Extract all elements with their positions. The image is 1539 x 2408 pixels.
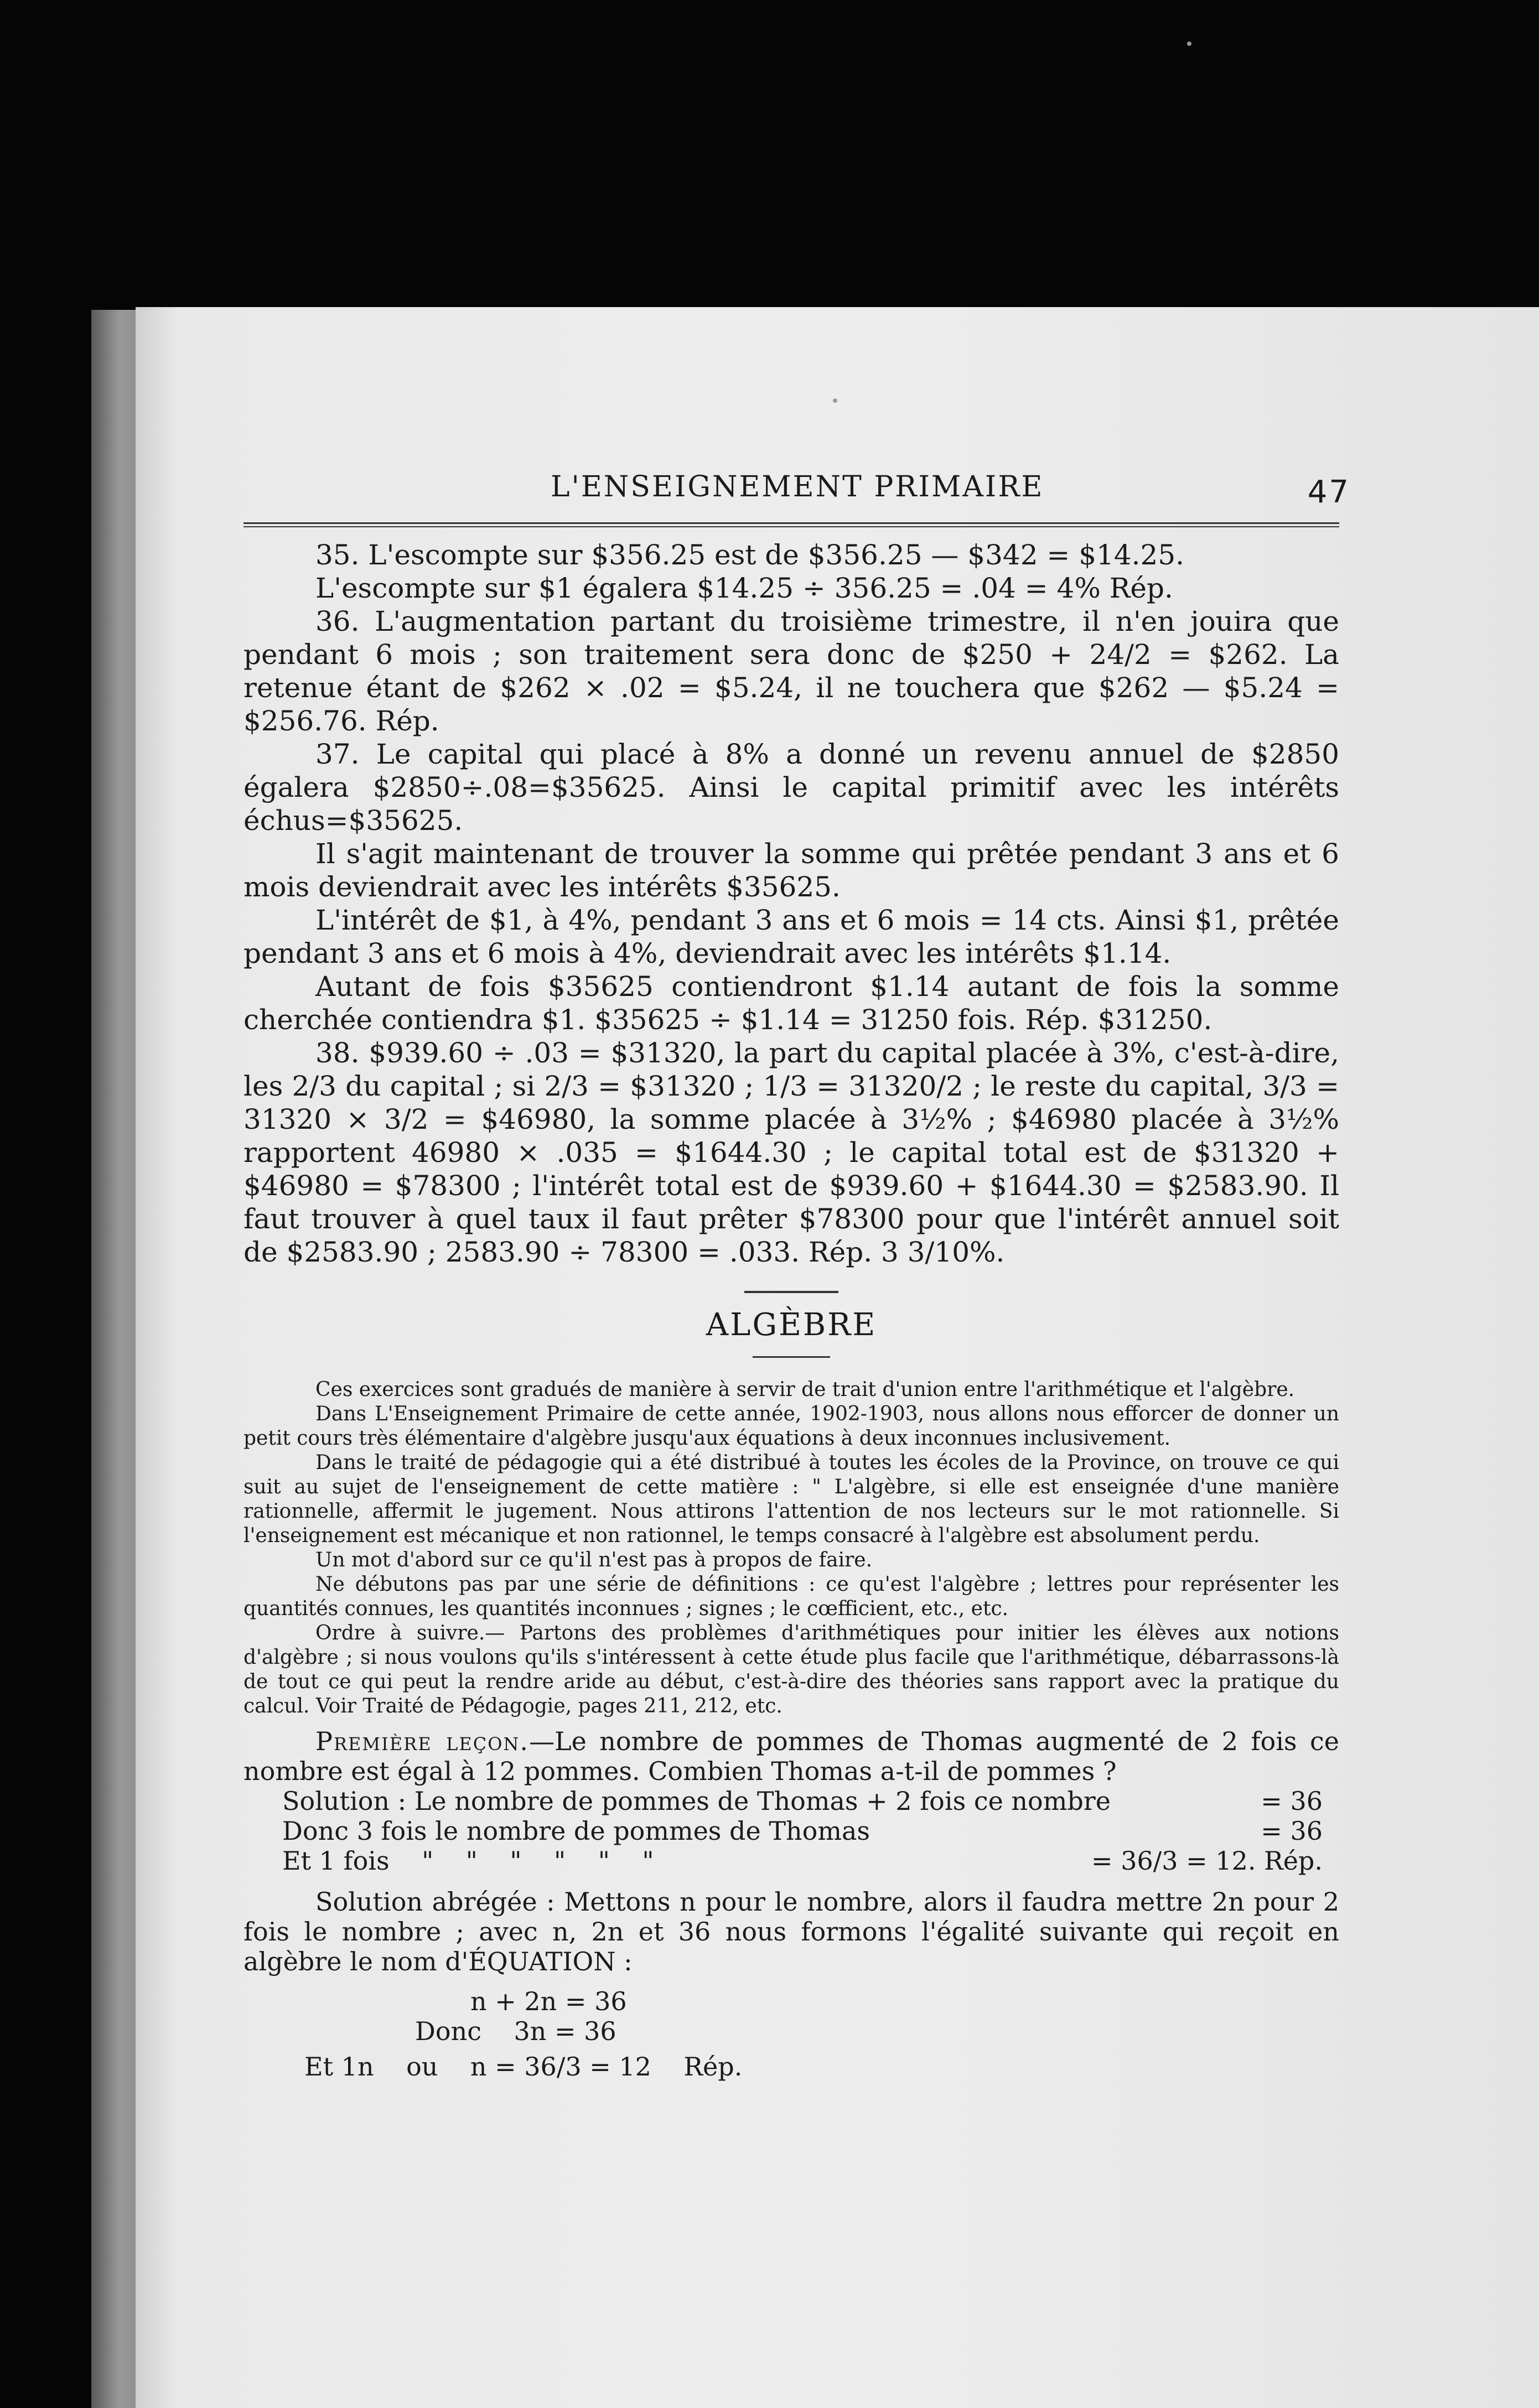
paragraph: 38. $939.60 ÷ .03 = $31320, la part du capital placée à 3%, c'est-à-dire, les 2/3 du capital ; si 2/3 = $31320 ; 1/3 = 31320/2 ; le reste du capital, 3/3 = 31320 × 3/2 = $46980, la somme placée à 3½% ; $46980 placée à 3½% rapportent 46980 × .035 = $1644.30 ; le capital total est de $31320 + $46980 = $78300 ; l'intérêt total est de $939.60 + $1644.30 = $2583.90. Il faut trouver à quel taux il faut prêter $78300 pour que l'intérêt annuel soit de $2583.90 ; 2583.90 ÷ 78300 = .033. Rép. 3 3/10%. <box>243 1037 1339 1268</box>
paragraph: Il s'agit maintenant de trouver la somme qui prêtée pendant 3 ans et 6 mois deviendrait avec les intérêts $35625. <box>243 838 1339 903</box>
solution-line <box>243 1846 1339 1876</box>
lesson-label: Première leçon. <box>315 1726 530 1756</box>
solution-right: = 36/3 = 12. Rép. <box>1091 1846 1323 1876</box>
paragraph: L'escompte sur $1 égalera $14.25 ÷ 356.25 = .04 = 4% Rép. <box>315 572 1173 604</box>
paragraph: 36. L'augmentation partant du troisième trimestre, il n'en jouira que pendant 6 mois ; son traitement sera donc de $250 + 24/2 = $262. La retenue étant de $262 × .02 = $5.24, il ne touchera que $262 — $5.24 = $256.76. Rép. <box>243 605 1339 737</box>
paragraph: L'intérêt de $1, à 4%, pendant 3 ans et 6 mois = 14 cts. Ainsi $1, prêtée pendant 3 ans et 6 mois à 4%, deviendrait avec les intérêts $1.14. <box>243 904 1339 969</box>
page-number: 47 <box>1307 474 1350 510</box>
section-rule <box>753 1356 830 1358</box>
intro-paragraph: Dans le traité de pédagogie qui a été distribué à toutes les écoles de la Province, on trouve ce qui suit au sujet de l'enseignement de cette matière : " L'algèbre, si elle est enseignée d'une manière rationnelle, affermit le jugement. Nous attirons l'attention de nos lecteurs sur le mot rationnelle. Si l'enseignement est mécanique et non rationnel, le temps consacré à l'algèbre est absolument perdu. <box>243 1451 1339 1547</box>
solution-left: Donc 3 fois le nombre de pommes de Thomas <box>282 1816 870 1846</box>
paragraph: 37. Le capital qui placé à 8% a donné un revenu annuel de $2850 égalera $2850÷.08=$35625. Ainsi le capital primitif avec les intérêts échus=$35625. <box>243 738 1339 837</box>
paragraph: Autant de fois $35625 contiendront $1.14 autant de fois la somme cherchée contiendra $1. $35625 ÷ $1.14 = 31250 fois. Rép. $31250. <box>243 971 1339 1036</box>
section-rule <box>744 1291 838 1293</box>
solution-line <box>243 1816 1339 1846</box>
section-heading: ALGÈBRE <box>706 1307 877 1343</box>
paragraph: 35. L'escompte sur $356.25 est de $356.25 — $342 = $14.25. <box>315 539 1185 571</box>
solution-line <box>243 1786 1339 1816</box>
equation-line: Donc 3n = 36 <box>415 2016 616 2046</box>
header-rule <box>243 522 1339 524</box>
equation-block <box>243 1986 1339 2082</box>
solution-right: = 36 <box>1261 1816 1323 1846</box>
solution-left: Et 1 fois " " " " " " <box>282 1846 654 1876</box>
intro-paragraph: Dans L'Enseignement Primaire de cette année, 1902-1903, nous allons nous efforcer de donner un petit cours très élémentaire d'algèbre jusqu'aux équations à deux inconnues inclusivement. <box>243 1403 1339 1450</box>
intro-paragraph: Un mot d'abord sur ce qu'il n'est pas à propos de faire. <box>315 1549 873 1571</box>
header-rule-thin <box>243 526 1339 527</box>
dust-speck <box>1187 41 1191 46</box>
abridged-solution: Solution abrégée : Mettons n pour le nombre, alors il faudra mettre 2n pour 2 fois le nombre ; avec n, 2n et 36 nous formons l'égalité suivante qui reçoit en algèbre le nom d'ÉQUATION : <box>243 1887 1339 1976</box>
equation-line: n + 2n = 36 <box>470 1986 627 2016</box>
intro-paragraph: Ces exercices sont gradués de manière à servir de trait d'union entre l'arithmétique et l'algèbre. <box>315 1378 1295 1401</box>
solution-left: Solution : Le nombre de pommes de Thomas + 2 fois ce nombre <box>282 1786 1111 1816</box>
solution-right: = 36 <box>1261 1786 1323 1816</box>
equation-line: Et 1n ou n = 36/3 = 12 Rép. <box>304 2052 743 2082</box>
lesson-text: —Le nombre de pommes de Thomas augmenté de 2 fois ce nombre est égal à 12 pommes. Combien Thomas a-t-il de pommes ? <box>243 1726 1340 1786</box>
running-title: L'ENSEIGNEMENT PRIMAIRE <box>551 470 1044 504</box>
dust-speck <box>833 398 837 403</box>
lesson-paragraph <box>243 1726 1339 1786</box>
page-header <box>243 470 1350 510</box>
intro-paragraph: Ne débutons pas par une série de définitions : ce qu'est l'algèbre ; lettres pour représenter les quantités connues, les quantités inconnues ; signes ; le cœfficient, etc., etc. <box>243 1573 1339 1620</box>
intro-paragraph: Ordre à suivre.— Partons des problèmes d'arithmétiques pour initier les élèves aux notions d'algèbre ; si nous voulons qu'ils s'intéressent à cette étude plus facile que l'arithmétique, débarrassons-là de tout ce qui peut la rendre aride au début, c'est-à-dire des théories sans rapport avec la pratique du calcul. Voir Traité de Pédagogie, pages 211, 212, etc. <box>243 1622 1339 1717</box>
page-text <box>243 470 1350 2082</box>
